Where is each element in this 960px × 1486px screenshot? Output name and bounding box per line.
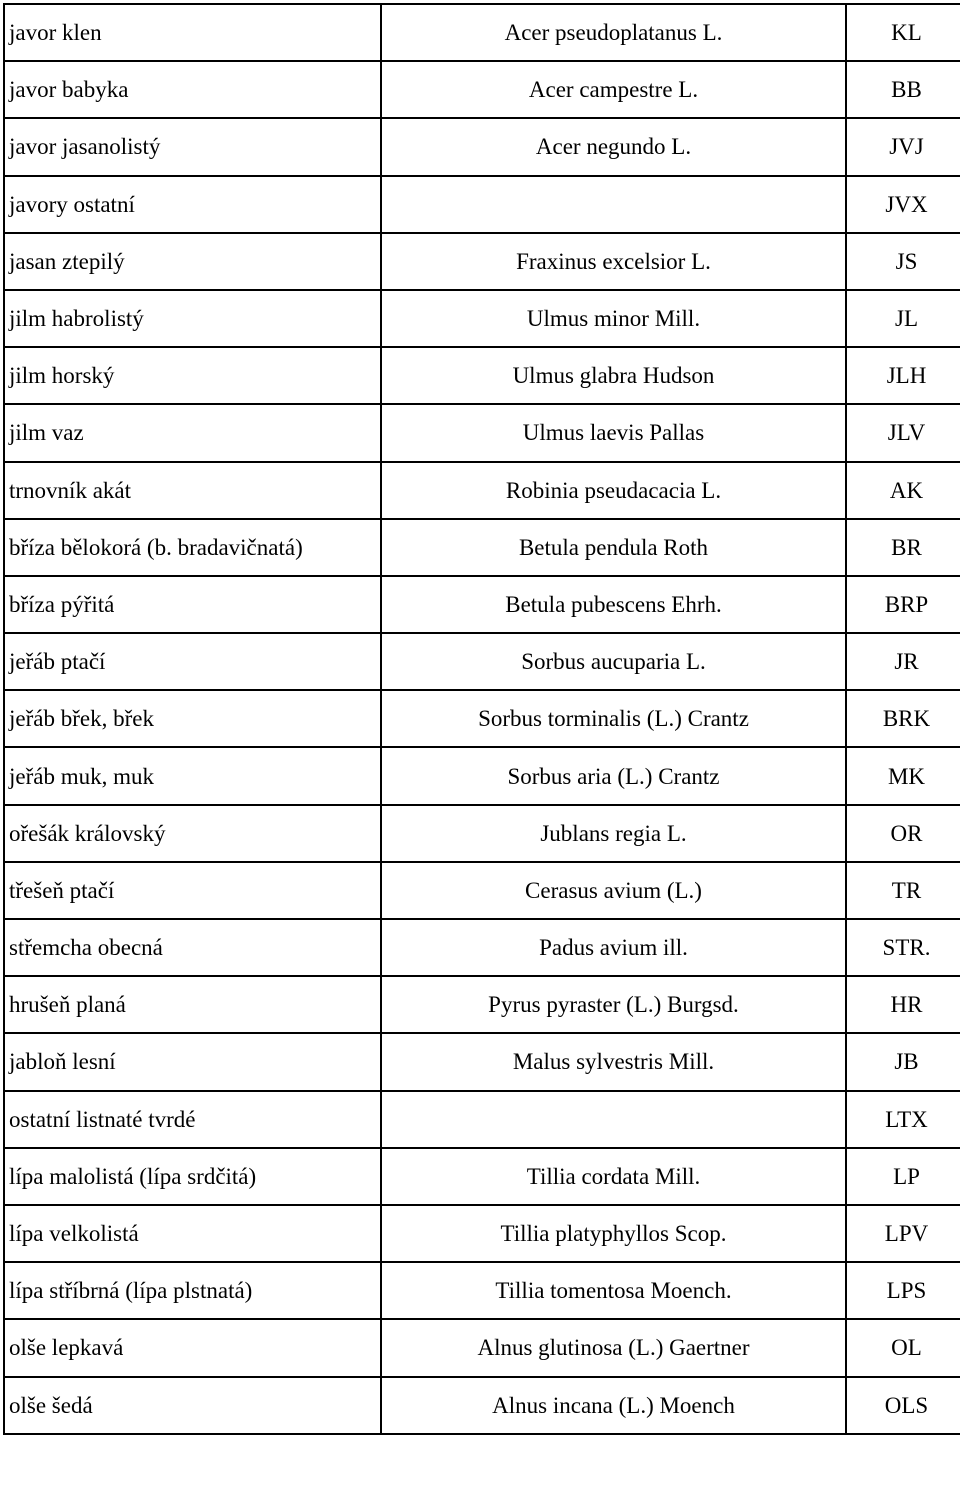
species-table-body xyxy=(4,4,960,1434)
latin-name-cell: Tillia platyphyllos Scop. xyxy=(381,1205,846,1262)
species-table xyxy=(3,3,960,1435)
czech-name-cell: jasan ztepilý xyxy=(4,233,381,290)
table-row xyxy=(4,805,960,862)
latin-name-cell: Ulmus laevis Pallas xyxy=(381,404,846,461)
czech-name-cell: lípa stříbrná (lípa plstnatá) xyxy=(4,1262,381,1319)
latin-name-cell: Tillia tomentosa Moench. xyxy=(381,1262,846,1319)
species-code-cell: JL xyxy=(846,290,960,347)
czech-name-cell: jeřáb břek, břek xyxy=(4,690,381,747)
czech-name-cell: ostatní listnaté tvrdé xyxy=(4,1091,381,1148)
latin-name-cell: Cerasus avium (L.) xyxy=(381,862,846,919)
latin-name-cell: Pyrus pyraster (L.) Burgsd. xyxy=(381,976,846,1033)
latin-name-cell: Acer campestre L. xyxy=(381,61,846,118)
table-row xyxy=(4,1319,960,1376)
czech-name-cell: střemcha obecná xyxy=(4,919,381,976)
species-code-cell: LPV xyxy=(846,1205,960,1262)
table-row xyxy=(4,4,960,61)
table-row xyxy=(4,633,960,690)
table-row xyxy=(4,61,960,118)
species-code-cell: LPS xyxy=(846,1262,960,1319)
czech-name-cell: hrušeň planá xyxy=(4,976,381,1033)
latin-name-cell: Betula pendula Roth xyxy=(381,519,846,576)
table-row xyxy=(4,1033,960,1090)
species-code-cell: JLV xyxy=(846,404,960,461)
table-row xyxy=(4,576,960,633)
species-code-cell: JVJ xyxy=(846,118,960,175)
species-code-cell: BRP xyxy=(846,576,960,633)
latin-name-cell: Alnus glutinosa (L.) Gaertner xyxy=(381,1319,846,1376)
latin-name-cell: Ulmus glabra Hudson xyxy=(381,347,846,404)
latin-name-cell: Sorbus aria (L.) Crantz xyxy=(381,747,846,804)
latin-name-cell xyxy=(381,176,846,233)
table-row xyxy=(4,690,960,747)
species-code-cell: JVX xyxy=(846,176,960,233)
latin-name-cell: Malus sylvestris Mill. xyxy=(381,1033,846,1090)
species-code-cell: OL xyxy=(846,1319,960,1376)
species-code-cell: KL xyxy=(846,4,960,61)
latin-name-cell: Jublans regia L. xyxy=(381,805,846,862)
table-row xyxy=(4,347,960,404)
table-row xyxy=(4,290,960,347)
table-row xyxy=(4,976,960,1033)
latin-name-cell: Sorbus aucuparia L. xyxy=(381,633,846,690)
species-code-cell: JB xyxy=(846,1033,960,1090)
czech-name-cell: trnovník akát xyxy=(4,462,381,519)
latin-name-cell: Fraxinus excelsior L. xyxy=(381,233,846,290)
latin-name-cell: Alnus incana (L.) Moench xyxy=(381,1377,846,1434)
table-row xyxy=(4,462,960,519)
czech-name-cell: lípa velkolistá xyxy=(4,1205,381,1262)
species-code-cell: MK xyxy=(846,747,960,804)
czech-name-cell: jeřáb muk, muk xyxy=(4,747,381,804)
czech-name-cell: jilm horský xyxy=(4,347,381,404)
species-code-cell: LP xyxy=(846,1148,960,1205)
table-row xyxy=(4,176,960,233)
czech-name-cell: jeřáb ptačí xyxy=(4,633,381,690)
latin-name-cell: Robinia pseudacacia L. xyxy=(381,462,846,519)
czech-name-cell: olše šedá xyxy=(4,1377,381,1434)
species-code-cell: AK xyxy=(846,462,960,519)
species-code-cell: OR xyxy=(846,805,960,862)
table-row xyxy=(4,919,960,976)
czech-name-cell: lípa malolistá (lípa srdčitá) xyxy=(4,1148,381,1205)
latin-name-cell: Betula pubescens Ehrh. xyxy=(381,576,846,633)
czech-name-cell: jilm habrolistý xyxy=(4,290,381,347)
latin-name-cell: Acer negundo L. xyxy=(381,118,846,175)
czech-name-cell: třešeň ptačí xyxy=(4,862,381,919)
species-code-cell: BRK xyxy=(846,690,960,747)
species-code-cell: JS xyxy=(846,233,960,290)
czech-name-cell: bříza pýřitá xyxy=(4,576,381,633)
latin-name-cell: Sorbus torminalis (L.) Crantz xyxy=(381,690,846,747)
table-row xyxy=(4,1148,960,1205)
latin-name-cell: Padus avium ill. xyxy=(381,919,846,976)
table-row xyxy=(4,404,960,461)
table-row xyxy=(4,118,960,175)
table-row xyxy=(4,519,960,576)
species-code-cell: STR. xyxy=(846,919,960,976)
table-row xyxy=(4,233,960,290)
table-row xyxy=(4,1205,960,1262)
species-code-cell: BB xyxy=(846,61,960,118)
species-code-cell: BR xyxy=(846,519,960,576)
czech-name-cell: javor jasanolistý xyxy=(4,118,381,175)
czech-name-cell: javory ostatní xyxy=(4,176,381,233)
latin-name-cell: Ulmus minor Mill. xyxy=(381,290,846,347)
table-row xyxy=(4,1262,960,1319)
czech-name-cell: ořešák královský xyxy=(4,805,381,862)
latin-name-cell: Tillia cordata Mill. xyxy=(381,1148,846,1205)
species-code-cell: JLH xyxy=(846,347,960,404)
latin-name-cell: Acer pseudoplatanus L. xyxy=(381,4,846,61)
table-row xyxy=(4,862,960,919)
table-row xyxy=(4,747,960,804)
czech-name-cell: olše lepkavá xyxy=(4,1319,381,1376)
species-code-cell: JR xyxy=(846,633,960,690)
species-code-cell: HR xyxy=(846,976,960,1033)
czech-name-cell: javor klen xyxy=(4,4,381,61)
table-row xyxy=(4,1091,960,1148)
species-code-cell: TR xyxy=(846,862,960,919)
czech-name-cell: javor babyka xyxy=(4,61,381,118)
latin-name-cell xyxy=(381,1091,846,1148)
species-code-cell: LTX xyxy=(846,1091,960,1148)
czech-name-cell: jabloň lesní xyxy=(4,1033,381,1090)
czech-name-cell: jilm vaz xyxy=(4,404,381,461)
species-code-cell: OLS xyxy=(846,1377,960,1434)
table-row xyxy=(4,1377,960,1434)
czech-name-cell: bříza bělokorá (b. bradavičnatá) xyxy=(4,519,381,576)
